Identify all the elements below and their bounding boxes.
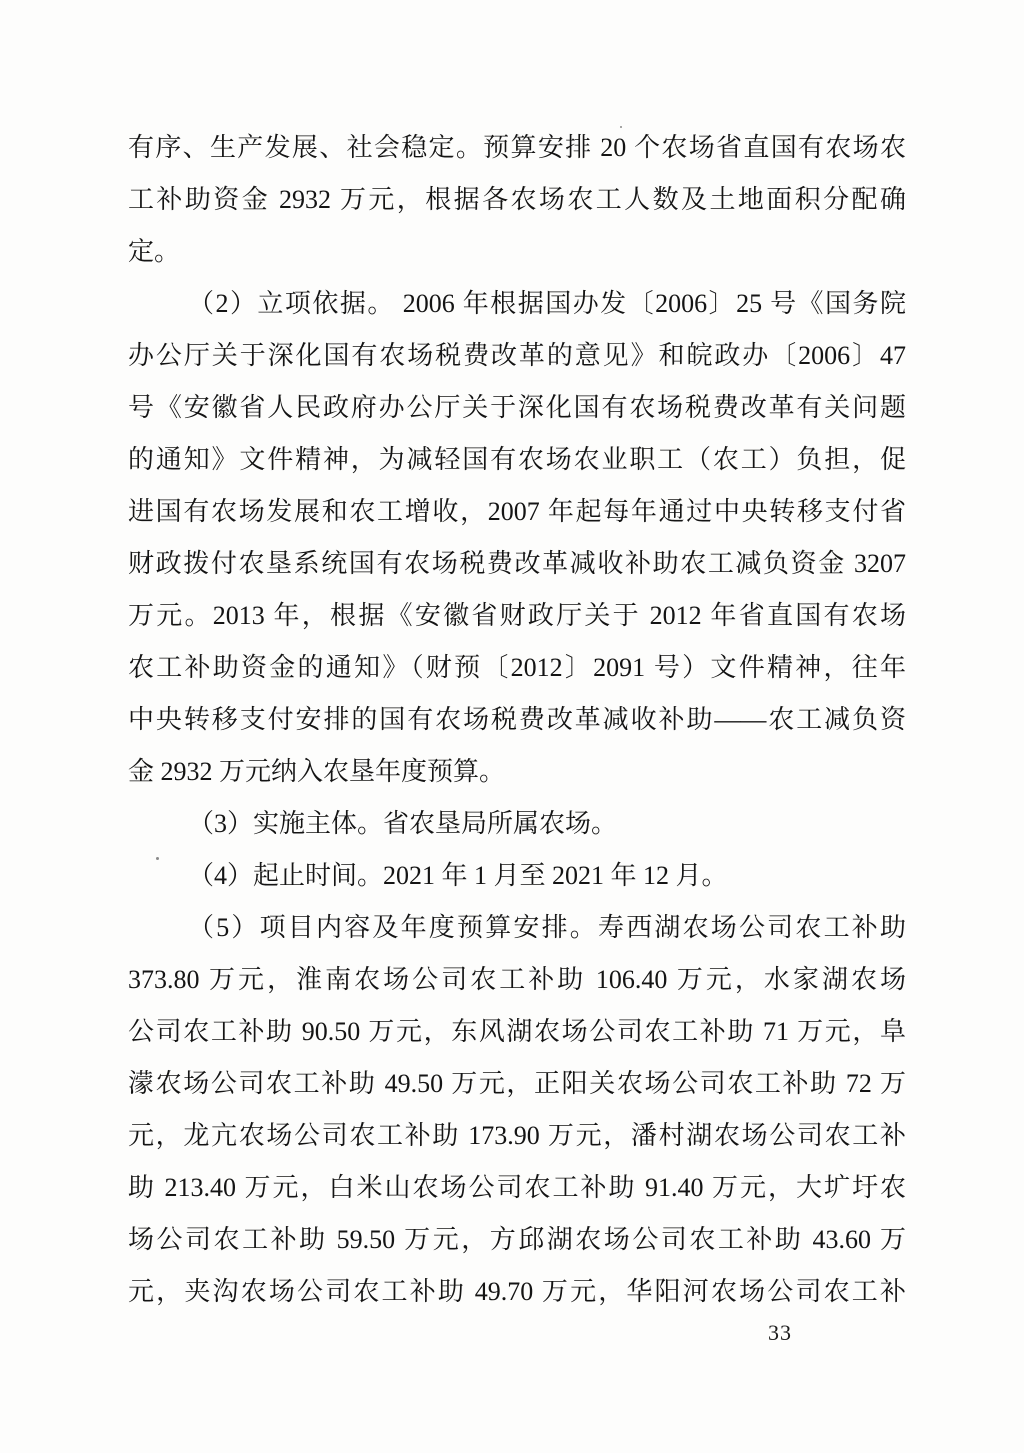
scan-speckle — [156, 857, 159, 860]
text-line: 元，龙亢农场公司农工补助 173.90 万元，潘村湖农场公司农工补 — [128, 1121, 906, 1150]
text-line: 财政拨付农垦系统国有农场税费改革减收补助农工减负资金 3207 — [128, 549, 906, 578]
text-line: （4）起止时间。2021 年 1 月至 2021 年 12 月。 — [188, 861, 728, 890]
page-number: 33 — [768, 1320, 792, 1345]
text-line: 号《安徽省人民政府办公厅关于深化国有农场税费改革有关问题 — [128, 393, 906, 422]
text-line: （5）项目内容及年度预算安排。寿西湖农场公司农工补助 — [188, 913, 906, 942]
text-line: （2）立项依据。 2006 年根据国办发〔2006〕25 号《国务院 — [188, 289, 906, 318]
text-line: 万元。2013 年，根据《安徽省财政厅关于 2012 年省直国有农场 — [128, 601, 906, 630]
text-line: 场公司农工补助 59.50 万元，方邱湖农场公司农工补助 43.60 万 — [128, 1225, 906, 1254]
text-line: 元，夹沟农场公司农工补助 49.70 万元，华阳河农场公司农工补 — [128, 1277, 906, 1306]
text-line: 373.80 万元，淮南农场公司农工补助 106.40 万元，水家湖农场 — [128, 965, 906, 994]
text-line: 农工补助资金的通知》（财预〔2012〕2091 号）文件精神，往年 — [128, 653, 906, 682]
text-line: 定。 — [128, 237, 181, 266]
text-line: 濛农场公司农工补助 49.50 万元，正阳关农场公司农工补助 72 万 — [128, 1069, 906, 1098]
text-line: 中央转移支付安排的国有农场税费改革减收补助——农工减负资 — [128, 705, 906, 734]
text-line: 进国有农场发展和农工增收，2007 年起每年通过中央转移支付省 — [128, 497, 906, 526]
text-line: 的通知》文件精神，为减轻国有农场农业职工（农工）负担，促 — [128, 445, 906, 474]
document-text-block — [128, 122, 906, 1318]
text-line: 办公厅关于深化国有农场税费改革的意见》和皖政办〔2006〕47 — [128, 341, 906, 370]
scan-speckle — [620, 126, 622, 128]
text-line: （3）实施主体。省农垦局所属农场。 — [188, 809, 618, 838]
text-line: 有序、生产发展、社会稳定。预算安排 20 个农场省直国有农场农 — [128, 133, 906, 162]
text-line: 助 213.40 万元，白米山农场公司农工补助 91.40 万元，大圹圩农 — [128, 1173, 906, 1202]
text-line: 金 2932 万元纳入农垦年度预算。 — [128, 757, 506, 786]
text-line: 公司农工补助 90.50 万元，东风湖农场公司农工补助 71 万元，阜 — [128, 1017, 906, 1046]
text-line: 工补助资金 2932 万元，根据各农场农工人数及土地面积分配确 — [128, 185, 906, 214]
